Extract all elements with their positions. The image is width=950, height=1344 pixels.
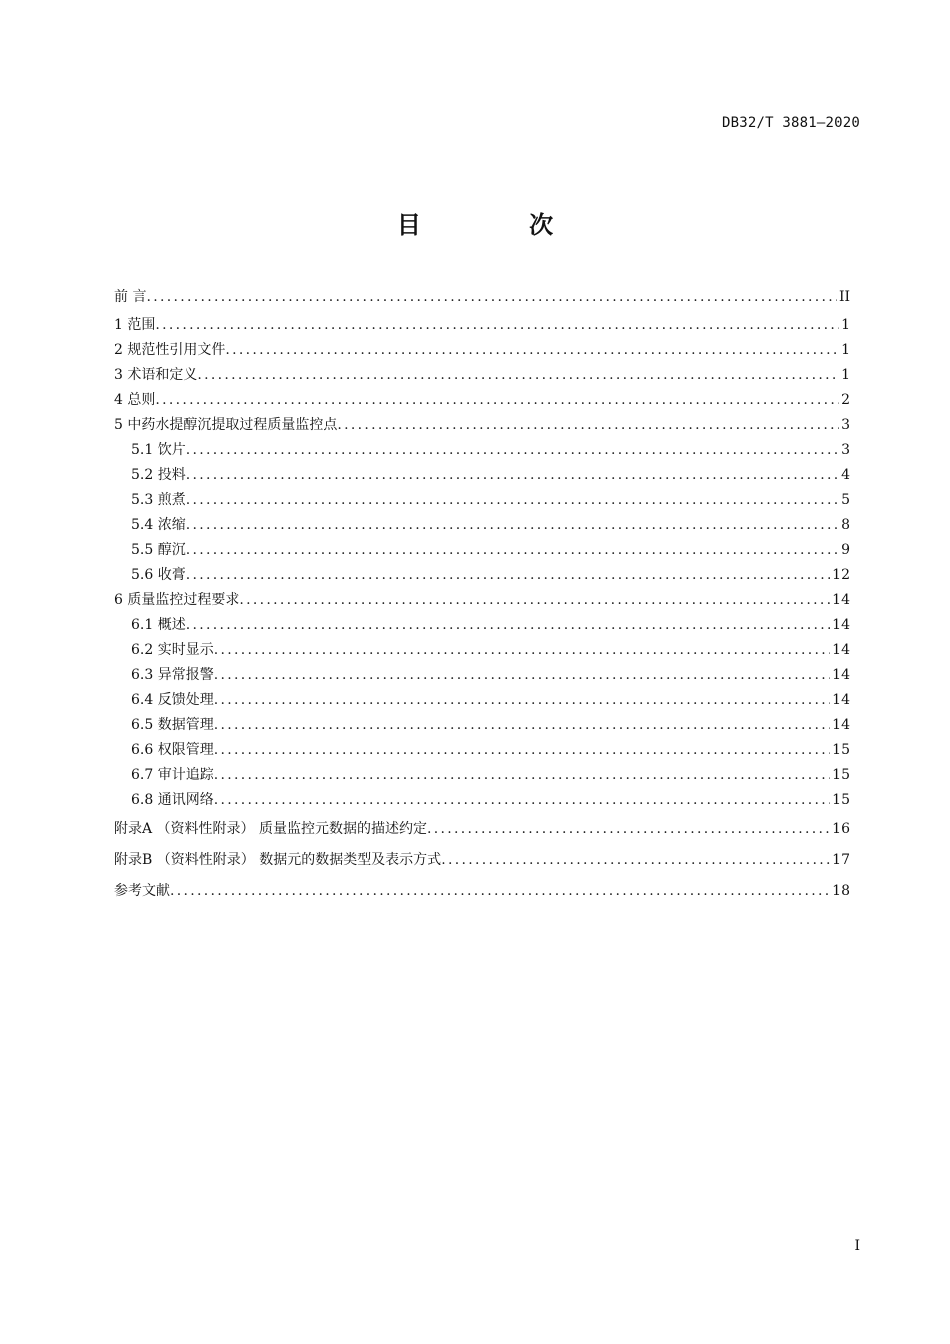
- toc-entry-label: 6.3 异常报警: [131, 667, 214, 683]
- toc-entry-page: 2: [841, 392, 850, 408]
- toc-dot-leader: [197, 367, 839, 383]
- toc-entry[interactable]: [114, 814, 850, 845]
- toc-dot-leader: [146, 289, 836, 305]
- toc-entry[interactable]: [114, 514, 850, 539]
- toc-dot-leader: [214, 767, 830, 783]
- toc-entry[interactable]: [114, 439, 850, 464]
- toc-entry-page: 15: [832, 767, 850, 783]
- toc-entry-page: 12: [832, 567, 850, 583]
- toc-entry-page: 14: [832, 667, 850, 683]
- toc-entry-page: II: [838, 289, 850, 305]
- toc-entry-page: 15: [832, 742, 850, 758]
- toc-entry-label: 6.2 实时显示: [131, 642, 214, 658]
- toc-entry[interactable]: [114, 286, 850, 314]
- toc-entry-label: 2 规范性引用文件: [114, 342, 226, 358]
- toc-dot-leader: [427, 814, 830, 845]
- toc-entry-label: 6.8 通讯网络: [131, 792, 214, 808]
- toc-entry-page: 16: [832, 821, 850, 837]
- standard-number: DB32/T 3881—2020: [721, 115, 860, 131]
- toc-entry[interactable]: [114, 464, 850, 489]
- toc-dot-leader: [214, 742, 830, 758]
- toc-entry-page: 3: [841, 442, 850, 458]
- toc-entry-page: 14: [832, 592, 850, 608]
- toc-dot-leader: [186, 442, 839, 458]
- toc-entry[interactable]: [114, 714, 850, 739]
- toc-dot-leader: [337, 417, 839, 433]
- toc-entry-page: 17: [832, 852, 850, 868]
- table-of-contents: [114, 286, 850, 907]
- toc-entry-page: 3: [841, 417, 850, 433]
- toc-entry[interactable]: [114, 845, 850, 876]
- toc-entry[interactable]: [114, 489, 850, 514]
- toc-entry[interactable]: [114, 764, 850, 789]
- toc-dot-leader: [225, 342, 839, 358]
- toc-entry-label: 6.7 审计追踪: [131, 767, 214, 783]
- toc-entry-label: 附录B （资料性附录） 数据元的数据类型及表示方式: [114, 852, 442, 868]
- toc-entry-page: 15: [832, 792, 850, 808]
- toc-dot-leader: [214, 692, 830, 708]
- toc-entry-label: 6.1 概述: [131, 617, 186, 633]
- toc-entry-page: 14: [832, 717, 850, 733]
- toc-dot-leader: [441, 845, 830, 876]
- toc-entry-label: 附录A （资料性附录） 质量监控元数据的描述约定: [114, 821, 428, 837]
- toc-entry[interactable]: [114, 789, 850, 814]
- toc-entry-page: 8: [841, 517, 850, 533]
- toc-entry-label: 6.4 反馈处理: [131, 692, 214, 708]
- toc-dot-leader: [155, 392, 839, 408]
- toc-dot-leader: [155, 317, 839, 333]
- toc-entry-label: 5.2 投料: [131, 467, 186, 483]
- toc-entry[interactable]: [114, 414, 850, 439]
- toc-entry-page: 18: [832, 883, 850, 899]
- toc-entry-page: 14: [832, 617, 850, 633]
- toc-entry-label: 参考文献: [114, 883, 170, 899]
- toc-entry-label: 1 范围: [114, 317, 156, 333]
- toc-entry-label: 4 总则: [114, 392, 156, 408]
- toc-dot-leader: [186, 542, 839, 558]
- toc-entry[interactable]: [114, 614, 850, 639]
- toc-dot-leader: [186, 517, 839, 533]
- toc-entry-page: 9: [841, 542, 850, 558]
- toc-entry[interactable]: [114, 564, 850, 589]
- toc-entry-page: 14: [832, 642, 850, 658]
- toc-dot-leader: [214, 667, 830, 683]
- toc-entry[interactable]: [114, 739, 850, 764]
- toc-entry-label: 3 术语和定义: [114, 367, 198, 383]
- toc-entry-page: 14: [832, 692, 850, 708]
- toc-entry[interactable]: [114, 876, 850, 907]
- toc-entry-label: 6 质量监控过程要求: [114, 592, 240, 608]
- toc-dot-leader: [186, 567, 830, 583]
- toc-entry-label: 前 言: [114, 289, 147, 305]
- toc-entry[interactable]: [114, 389, 850, 414]
- toc-entry-page: 1: [841, 342, 850, 358]
- page-title: 目 次: [396, 210, 604, 239]
- toc-entry[interactable]: [114, 314, 850, 339]
- toc-dot-leader: [239, 592, 830, 608]
- toc-entry-page: 4: [841, 467, 850, 483]
- page-number: I: [854, 1238, 860, 1254]
- toc-entry[interactable]: [114, 589, 850, 614]
- toc-dot-leader: [214, 792, 830, 808]
- toc-dot-leader: [186, 492, 839, 508]
- toc-entry-label: 5.5 醇沉: [131, 542, 186, 558]
- toc-dot-leader: [186, 617, 830, 633]
- toc-entry-label: 5.1 饮片: [131, 442, 186, 458]
- toc-dot-leader: [170, 876, 830, 907]
- toc-entry[interactable]: [114, 364, 850, 389]
- toc-entry-label: 5.6 收膏: [131, 567, 186, 583]
- toc-dot-leader: [186, 467, 839, 483]
- toc-entry-label: 6.5 数据管理: [131, 717, 214, 733]
- toc-entry-page: 1: [841, 317, 850, 333]
- toc-entry[interactable]: [114, 639, 850, 664]
- toc-entry-label: 6.6 权限管理: [131, 742, 214, 758]
- toc-entry-label: 5 中药水提醇沉提取过程质量监控点: [114, 417, 338, 433]
- toc-entry[interactable]: [114, 664, 850, 689]
- toc-entry-label: 5.4 浓缩: [131, 517, 186, 533]
- toc-entry[interactable]: [114, 339, 850, 364]
- toc-entry[interactable]: [114, 689, 850, 714]
- toc-entry-page: 1: [841, 367, 850, 383]
- toc-entry[interactable]: [114, 539, 850, 564]
- toc-entry-page: 5: [841, 492, 850, 508]
- toc-dot-leader: [214, 642, 830, 658]
- toc-dot-leader: [214, 717, 830, 733]
- toc-entry-label: 5.3 煎煮: [131, 492, 186, 508]
